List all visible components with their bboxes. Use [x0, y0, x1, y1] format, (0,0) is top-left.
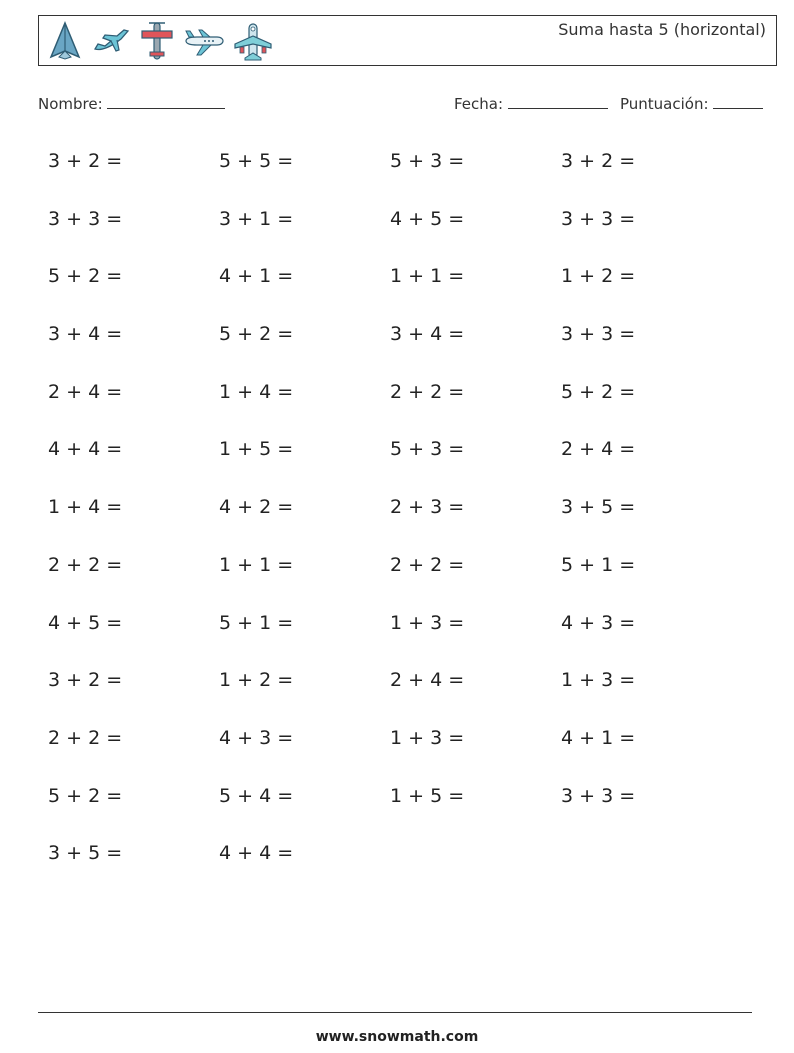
problem-item: 1 + 2 = — [219, 669, 294, 692]
problem-item: 4 + 4 = — [219, 842, 294, 865]
footer-divider — [38, 1012, 752, 1013]
problem-item: 5 + 4 = — [219, 784, 294, 807]
problem-item: 3 + 5 = — [48, 842, 123, 865]
problem-item: 4 + 2 = — [219, 496, 294, 519]
problem-item: 1 + 2 = — [561, 265, 636, 288]
problem-item: 4 + 3 = — [561, 611, 636, 634]
problem-item: 5 + 2 = — [48, 265, 123, 288]
name-label: Nombre: — [38, 95, 103, 113]
jet-plane-icon — [91, 21, 131, 61]
problem-item: 3 + 4 = — [390, 323, 465, 346]
problem-item: 1 + 1 = — [390, 265, 465, 288]
small-plane-icon — [233, 20, 273, 62]
problem-item: 2 + 2 = — [390, 553, 465, 576]
score-label: Puntuación: — [620, 95, 709, 113]
problem-item: 3 + 3 = — [48, 207, 123, 230]
problem-item: 2 + 3 = — [390, 496, 465, 519]
problem-item: 2 + 2 = — [48, 726, 123, 749]
problem-item: 3 + 2 = — [48, 669, 123, 692]
problem-item: 5 + 3 = — [390, 438, 465, 461]
problem-item: 4 + 1 = — [219, 265, 294, 288]
problem-item: 1 + 3 = — [390, 726, 465, 749]
date-field — [454, 92, 608, 113]
problem-item: 2 + 4 = — [561, 438, 636, 461]
name-field — [38, 92, 225, 113]
problem-item: 4 + 5 = — [48, 611, 123, 634]
problem-item: 2 + 4 = — [390, 669, 465, 692]
problem-item: 5 + 2 = — [48, 784, 123, 807]
rocket-plane-icon — [47, 21, 83, 61]
date-blank[interactable] — [508, 92, 608, 109]
airliner-icon — [183, 21, 225, 61]
score-blank[interactable] — [713, 92, 763, 109]
problem-item: 3 + 3 = — [561, 784, 636, 807]
problem-item: 3 + 3 = — [561, 207, 636, 230]
name-blank[interactable] — [107, 92, 225, 109]
problem-item: 2 + 2 = — [48, 553, 123, 576]
problem-item: 4 + 4 = — [48, 438, 123, 461]
worksheet-title: Suma hasta 5 (horizontal) — [558, 20, 766, 39]
problem-item: 1 + 1 = — [219, 553, 294, 576]
problem-item: 5 + 2 = — [219, 323, 294, 346]
problem-item: 5 + 2 = — [561, 380, 636, 403]
problem-item: 1 + 3 = — [561, 669, 636, 692]
problem-item: 1 + 4 = — [48, 496, 123, 519]
problem-item: 3 + 5 = — [561, 496, 636, 519]
propeller-plane-icon — [139, 20, 175, 62]
problem-item: 3 + 1 = — [219, 207, 294, 230]
problem-item: 3 + 2 = — [48, 150, 123, 172]
footer-site[interactable]: www.snowmath.com — [315, 1029, 479, 1045]
problem-item: 3 + 4 = — [48, 323, 123, 346]
header-icons — [47, 20, 273, 62]
problem-item: 4 + 1 = — [561, 726, 636, 749]
problem-item: 3 + 3 = — [561, 323, 636, 346]
date-label: Fecha: — [454, 95, 504, 113]
problem-item: 1 + 4 = — [219, 380, 294, 403]
problem-item: 3 + 2 = — [561, 150, 636, 172]
problem-item: 4 + 3 = — [219, 726, 294, 749]
problem-item: 5 + 1 = — [219, 611, 294, 634]
problem-item: 2 + 4 = — [48, 380, 123, 403]
problem-item: 4 + 5 = — [390, 207, 465, 230]
problem-item: 1 + 3 = — [390, 611, 465, 634]
problem-item: 2 + 2 = — [390, 380, 465, 403]
problem-item: 5 + 5 = — [219, 150, 294, 172]
problem-grid — [48, 136, 732, 886]
problem-item: 5 + 1 = — [561, 553, 636, 576]
problem-item: 5 + 3 = — [390, 150, 465, 172]
problem-item: 1 + 5 = — [219, 438, 294, 461]
worksheet-header — [38, 15, 777, 66]
problem-item: 1 + 5 = — [390, 784, 465, 807]
score-field — [620, 92, 763, 113]
